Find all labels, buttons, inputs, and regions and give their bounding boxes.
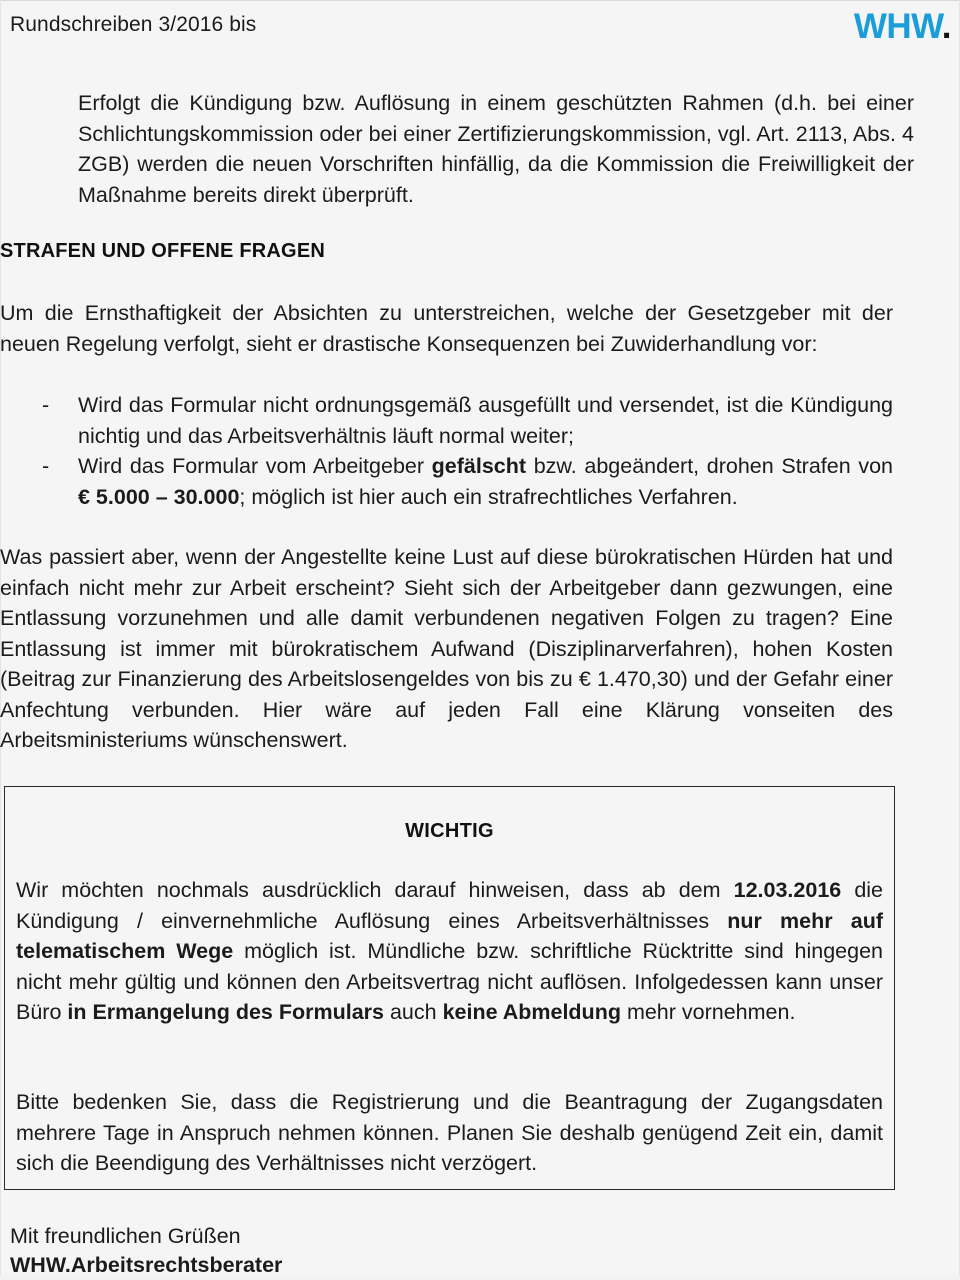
notice-effective-date: 12.03.2016 — [733, 878, 842, 902]
important-box-paragraph-2: Bitte bedenken Sie, dass die Registrierung und die Beantragung der Zugangsdaten mehrere Tage in Anspruch nehmen können. Planen Sie deshalb genügend Zeit ein, damit sich die Beendigung des Verhältnisses nicht verzögert. — [16, 1090, 883, 1175]
notice-emphasis-telematic: nur mehr auf telematischem Wege — [16, 908, 883, 963]
important-notice-box — [4, 786, 895, 1190]
notice-text-e: mehr vornehmen. — [620, 1000, 796, 1024]
notice-emphasis-abmeldung: keine Abmeldung — [442, 1000, 621, 1024]
notice-text-a: Wir möchten nochmals ausdrücklich darauf hinweisen, dass ab dem — [16, 878, 734, 902]
list-item-text-a: Wird das Formular vom Arbeitgeber — [78, 454, 432, 478]
list-item-emphasis-gefaelscht: gefälscht — [431, 454, 527, 478]
consequences-list — [0, 390, 893, 512]
important-box-paragraph-1 — [16, 875, 883, 1028]
letter-closing — [10, 1222, 890, 1280]
important-box-title: WICHTIG — [405, 820, 494, 842]
closing-signature: WHW.Arbeitsrechtsberater — [10, 1253, 283, 1277]
notice-emphasis-formular: in Ermangelung des Formulars — [67, 1000, 384, 1024]
section-intro-paragraph: Um die Ernsthaftigkeit der Absichten zu unterstreichen, welche der Gesetzgeber mit der neuen Regelung verfolgt, sieht er drastische Konsequenzen bei Zuwiderhandlung vor: — [0, 301, 893, 356]
list-item — [0, 390, 893, 451]
whw-logo-text: WHW — [853, 7, 942, 46]
notice-text-d: auch — [383, 1000, 443, 1024]
page-header — [0, 8, 960, 54]
list-item-text-b: bzw. abgeändert, drohen Strafen von — [526, 454, 893, 478]
list-item-emphasis-amount: € 5.000 – 30.000 — [78, 484, 240, 509]
notice-text-c: möglich ist. Mündliche bzw. schriftliche Rücktritte sind hingegen nicht mehr gültig und können den Arbeitsvertrag nicht auflösen. Infolgedessen kann unser Büro — [16, 939, 883, 1024]
closing-greeting: Mit freundlichen Grüßen — [10, 1224, 241, 1248]
list-bullet-dash: - — [42, 454, 50, 478]
page-top-divider — [0, 0, 960, 1]
list-item — [0, 451, 893, 512]
whw-logo-dot: . — [941, 7, 951, 46]
list-item-text-c: ; möglich ist hier auch ein strafrechtliches Verfahren. — [239, 484, 738, 509]
list-bullet-dash: - — [42, 393, 50, 417]
whw-logo — [854, 8, 951, 46]
intro-paragraph: Erfolgt die Kündigung bzw. Auflösung in einem geschützten Rahmen (d.h. bei einer Schlichtungskommission oder bei einer Zertifizierungskommission, vgl. Art. 2113, Abs. 4 ZGB) werden die neuen Vorschriften hinfällig, da die Kommission die Freiwilligkeit der Maßnahme bereits direkt überprüft. — [78, 91, 914, 207]
body-paragraph: Was passiert aber, wenn der Angestellte keine Lust auf diese bürokratischen Hürden hat und einfach nicht mehr zur Arbeit erscheint? Sieht sich der Arbeitgeber dann gezwungen, eine Entlassung vorzunehmen und alle damit verbundenen negativen Folgen zu tragen? Eine Entlassung ist immer mit bürokratischem Aufwand (Disziplinarverfahren), hohen Kosten (Beitrag zur Finanzierung des Arbeitslosengeldes von bis zu € 1.470,30) und der Gefahr einer Anfechtung verbunden. Hier wäre auf jeden Fall eine Klärung vonseiten des Arbeitsministeriums wünschenswert. — [0, 545, 893, 752]
section-heading-strafen: STRAFEN UND OFFENE FRAGEN — [0, 240, 325, 262]
list-item-text: Wird das Formular nicht ordnungsgemäß ausgefüllt und versendet, ist die Kündigung nichtig und das Arbeitsverhältnis läuft normal weiter; — [78, 393, 893, 448]
notice-text-b: die Kündigung / einvernehmliche Auflösung eines Arbeitsverhältnisses — [16, 878, 884, 933]
document-title: Rundschreiben 3/2016 bis — [10, 13, 257, 36]
